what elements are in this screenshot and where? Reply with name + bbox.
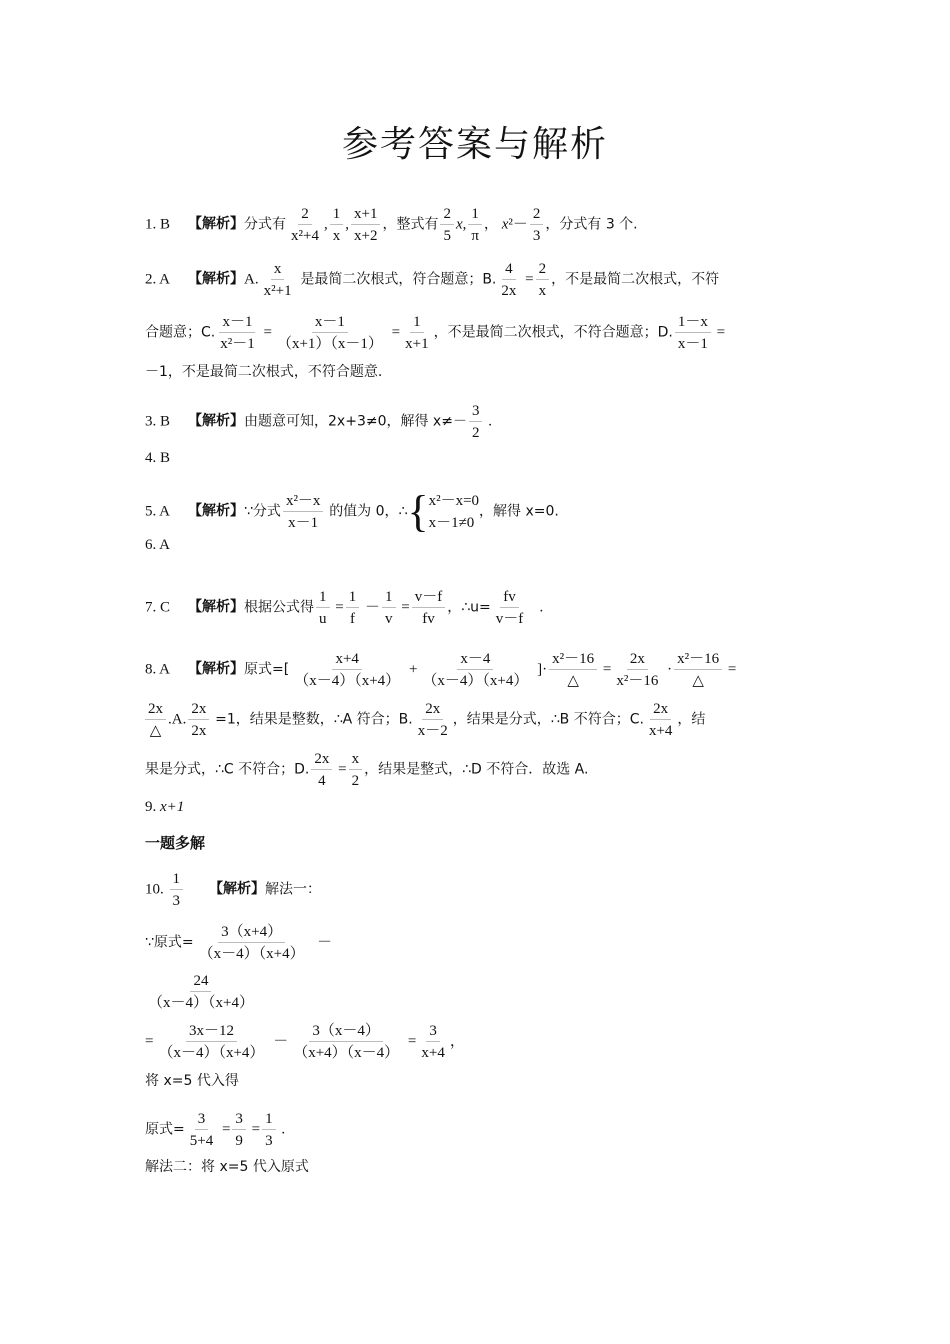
text: ，结	[677, 711, 706, 728]
fraction: $\frac{1-x}{x-1}$	[675, 313, 711, 353]
fraction: $\frac{x}{\text{x²+1}}$	[263, 261, 292, 299]
text: 合题意；C.	[145, 324, 216, 341]
text: ，不是最简二次根式，不符	[551, 271, 720, 288]
text: ，分式有 3 个.	[545, 216, 638, 233]
text: ，解得 x=0.	[479, 503, 559, 520]
fraction: $\frac{2x}{2x}$	[188, 700, 209, 740]
section-heading: 一题多解	[145, 834, 206, 852]
solution-step-5: 原式= $\frac{3}{5+4}$ = $\frac{3}{9}$ = $\frac{1}{3}$ .	[145, 1111, 286, 1149]
fraction: $\frac{4}{2x}$	[501, 261, 517, 299]
answer-number: 8. A	[145, 661, 171, 678]
fraction: $\frac{fv}{v-f}$	[495, 589, 524, 627]
answer-6: 6. A	[145, 537, 171, 553]
answer-4: 4. B	[145, 450, 171, 466]
answer-8: 8. A 【解析】原式=[ $\frac{x+4}{(x-4)(x+4)}$ + $\frac{x-4}{(x-4)(x+4)}$ ]· $\frac{\text{x²－16}}{\triangle}$ = $\frac{2x}{\text{x²－16}}$ · $\frac{\text{x²－16}}{\triangle}$ =	[145, 651, 737, 689]
fraction: $\frac{2}{5}$	[440, 205, 454, 245]
fraction: $\frac{3}{5+4}$	[189, 1111, 214, 1149]
fraction: $\frac{2x}{4}$	[311, 750, 332, 790]
solution-step-3: = $\frac{3x-12}{(x-4)(x+4)}$ － $\frac{3(x-4)}{(x+4)(x-4)}$ = $\frac{3}{x+4}$ ，	[145, 1023, 465, 1061]
text: ，整式有	[382, 216, 439, 233]
fraction: $\frac{1}{x+1}$	[405, 314, 429, 352]
analysis-tag: 【解析】	[188, 661, 245, 678]
text: ，不是最简二次根式，不符合题意；D.	[433, 324, 673, 341]
text: A.	[244, 271, 259, 288]
fraction: $\frac{x-4}{(x-4)(x+4)}$	[422, 651, 529, 689]
fraction: $\frac{x}{2}$	[349, 750, 363, 790]
answer-number: 10.	[145, 881, 164, 898]
text: 是最简二次根式，符合题意；B.	[300, 271, 497, 288]
answer-5	[145, 487, 805, 536]
answer-8-end: 果是分式，∴C 不符合；D. $\frac{2x}{4}$ = $\frac{x}{2}$ ，结果是整式，∴D 不符合．故选 A.	[145, 751, 589, 789]
fraction: $\frac{3}{9}$	[232, 1110, 246, 1150]
answer-1: 1. B 【解析】分式有 $\frac{2}{\text{x²+4}}$ , $\frac{1}{x}$ , $\frac{x+1}{x+2}$ ，整式有 $\frac{2}{5}$ x, $\frac{1}{\pi}$ ， x²－ $\frac{2}{3}$ ，分式有 3 个.	[145, 206, 638, 244]
fraction: $\frac{x-1}{\text{x²－1}}$	[220, 314, 255, 352]
answer-2-cont: 合题意；C. $\frac{x-1}{\text{x²－1}}$ = $\frac{x-1}{(x+1)(x-1)}$ = $\frac{1}{x+1}$ ，不是最简二次根式，不符合题意；D. $\frac{1-x}{x-1}$ =	[145, 314, 726, 352]
text: ∵分式	[244, 503, 281, 520]
answer-7: 7. C 【解析】根据公式得 $\frac{1}{u}$ = $\frac{1}{f}$ － $\frac{1}{v}$ = $\frac{v-f}{fv}$ ，∴u= $\frac{fv}{v-f}$ .	[145, 589, 544, 627]
text: ，结果是整式，∴D 不符合．故选 A.	[364, 761, 589, 778]
fraction: $\frac{v-f}{fv}$	[412, 588, 446, 628]
text: 解法一：	[265, 881, 321, 898]
solution-step-4: 将 x=5 代入得	[145, 1073, 239, 1089]
analysis-tag: 【解析】	[188, 413, 245, 430]
fraction: $\frac{3}{x+4}$	[421, 1023, 445, 1061]
text: 原式=	[145, 1121, 185, 1138]
answer-number: 2. A	[145, 271, 171, 288]
fraction: $\frac{1}{v}$	[382, 588, 396, 628]
answer-number: 1. B	[145, 216, 171, 233]
text: ∵原式=	[145, 934, 194, 951]
fraction: $\frac{1}{x}$	[330, 205, 344, 245]
solution-step-1: ∵原式= $\frac{3(x+4)}{(x-4)(x+4)}$ －	[145, 924, 333, 962]
fraction: $\frac{2}{x}$	[536, 260, 550, 300]
fraction: $\frac{3(x+4)}{(x-4)(x+4)}$	[198, 924, 305, 962]
answer-8-cont: $\frac{2x}{\triangle}$ .A. $\frac{2x}{2x}$ =1，结果是整数，∴A 符合；B. $\frac{2x}{x-2}$ ，结果是分式，∴B 不符合；C. $\frac{2x}{x+4}$ ，结	[145, 700, 805, 740]
text: 原式=[	[244, 661, 290, 678]
text: 果是分式，∴C 不符合；D.	[145, 761, 310, 778]
fraction: $\frac{\text{x²－x}}{x-1}$	[283, 492, 324, 532]
fraction: $\frac{3}{2}$	[469, 402, 483, 442]
text: 根据公式得	[244, 599, 315, 616]
answer-number: 3. B	[145, 413, 171, 430]
analysis-tag: 【解析】	[188, 599, 245, 616]
fraction: $\frac{x+4}{(x-4)(x+4)}$	[294, 651, 401, 689]
fraction: $\frac{x+1}{x+2}$	[351, 205, 380, 245]
fraction: $\frac{1}{\pi}$	[468, 205, 482, 245]
fraction: $\frac{2x}{x+4}$	[648, 701, 673, 739]
fraction: $\frac{2}{\text{x²+4}}$	[291, 206, 319, 244]
fraction: $\frac{\text{x²－16}}{\triangle}$	[549, 650, 597, 690]
fraction: $\frac{x-1}{(x+1)(x-1)}$	[276, 314, 383, 352]
fraction: $\frac{2}{3}$	[530, 205, 544, 245]
fraction: $\frac{3x-12}{(x-4)(x+4)}$	[158, 1023, 265, 1061]
fraction: $\frac{2x}{\text{x²－16}}$	[616, 651, 659, 689]
text: ，∴u=	[447, 599, 491, 616]
fraction: $\frac{1}{3}$	[262, 1110, 276, 1150]
analysis-tag: 【解析】	[188, 503, 245, 520]
page-title: 参考答案与解析	[341, 124, 608, 165]
answer-9: 9. x+1	[145, 799, 185, 815]
text: =1，结果是整数，∴A 符合；B.	[215, 711, 413, 728]
fraction: $\frac{2x}{\triangle}$	[145, 700, 166, 740]
solution-step-2	[145, 972, 805, 1012]
answer-2-end: －1，不是最简二次根式，不符合题意.	[145, 364, 383, 380]
text: ，	[483, 216, 498, 233]
fraction: $\frac{\text{x²－16}}{\triangle}$	[674, 650, 722, 690]
analysis-tag: 【解析】	[209, 881, 265, 898]
equation-system: { x²－x=0 x－1≠0	[407, 487, 480, 536]
fraction: $\frac{1}{3}$	[170, 870, 184, 910]
fraction: $\frac{24}{(x-4)(x+4)}$	[148, 973, 254, 1011]
answer-10	[145, 870, 805, 910]
analysis-tag: 【解析】	[188, 271, 245, 288]
analysis-tag: 【解析】	[188, 216, 245, 233]
fraction: $\frac{2x}{x-2}$	[417, 701, 448, 739]
answer-number: 7. C	[145, 599, 171, 616]
answer-2: 2. A 【解析】A. $\frac{x}{\text{x²+1}}$ 是最简二次根式，符合题意；B. $\frac{4}{2x}$ = $\frac{2}{x}$ ，不是最简二次根式，不符	[145, 261, 720, 299]
text: 的值为 0，∴	[329, 503, 408, 520]
text: 分式有	[244, 216, 287, 233]
answer-number: 5. A	[145, 503, 171, 520]
fraction: $\frac{1}{u}$	[316, 588, 330, 628]
fraction: $\frac{1}{f}$	[346, 588, 360, 628]
text: ，结果是分式，∴B 不符合；C.	[452, 711, 644, 728]
fraction: $\frac{3(x-4)}{(x+4)(x-4)}$	[293, 1023, 400, 1061]
solution-method-2: 解法二：将 x=5 代入原式	[145, 1159, 309, 1175]
text: 由题意可知，2x+3≠0，解得 x≠－	[244, 413, 467, 430]
answer-3: 3. B 【解析】由题意可知，2x+3≠0，解得 x≠－ $\frac{3}{2}$ .	[145, 403, 492, 441]
